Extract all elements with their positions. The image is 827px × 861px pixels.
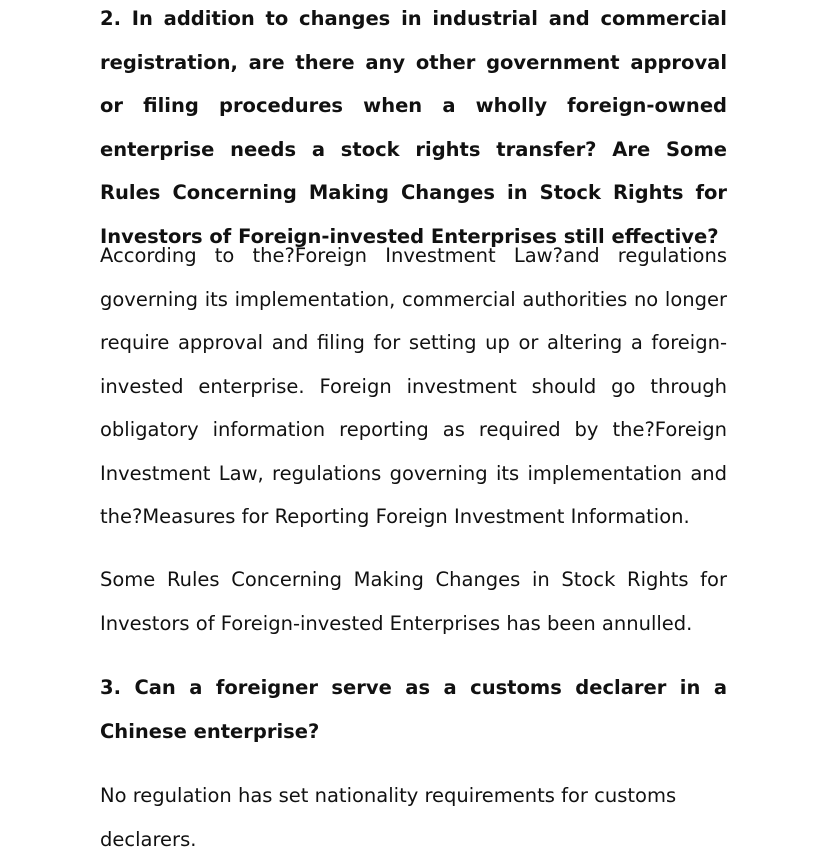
question-3-heading: 3. Can a foreigner serve as a customs declarer in a Chinese enterprise? — [100, 676, 727, 743]
question-2-heading: 2. In addition to changes in industrial and commercial registration, are there any other government approval or filing procedures when a wholly foreign-owned enterprise needs a stock rights transfer? Are Some Rules Concerning Making Changes in Stock Rights for Investors of Foreign-invested Enterprises still effective? — [100, 7, 727, 248]
answer-2-paragraph-1: According to the?Foreign Investment Law?and regulations governing its implementation, commercial authorities no longer require approval and filing for setting up or altering a foreign-invested enterprise. Foreign investment should go through obligatory information reporting as required by the?Foreign Investment Law, regulations governing its implementation and the?Measures for Reporting Foreign Investment Information. — [100, 244, 727, 528]
answer-2-paragraph-2: Some Rules Concerning Making Changes in Stock Rights for Investors of Foreign-invested Enterprises has been annulled. — [100, 568, 727, 635]
answer-3-paragraph-1: No regulation has set nationality requirements for customs declarers. — [100, 784, 677, 851]
